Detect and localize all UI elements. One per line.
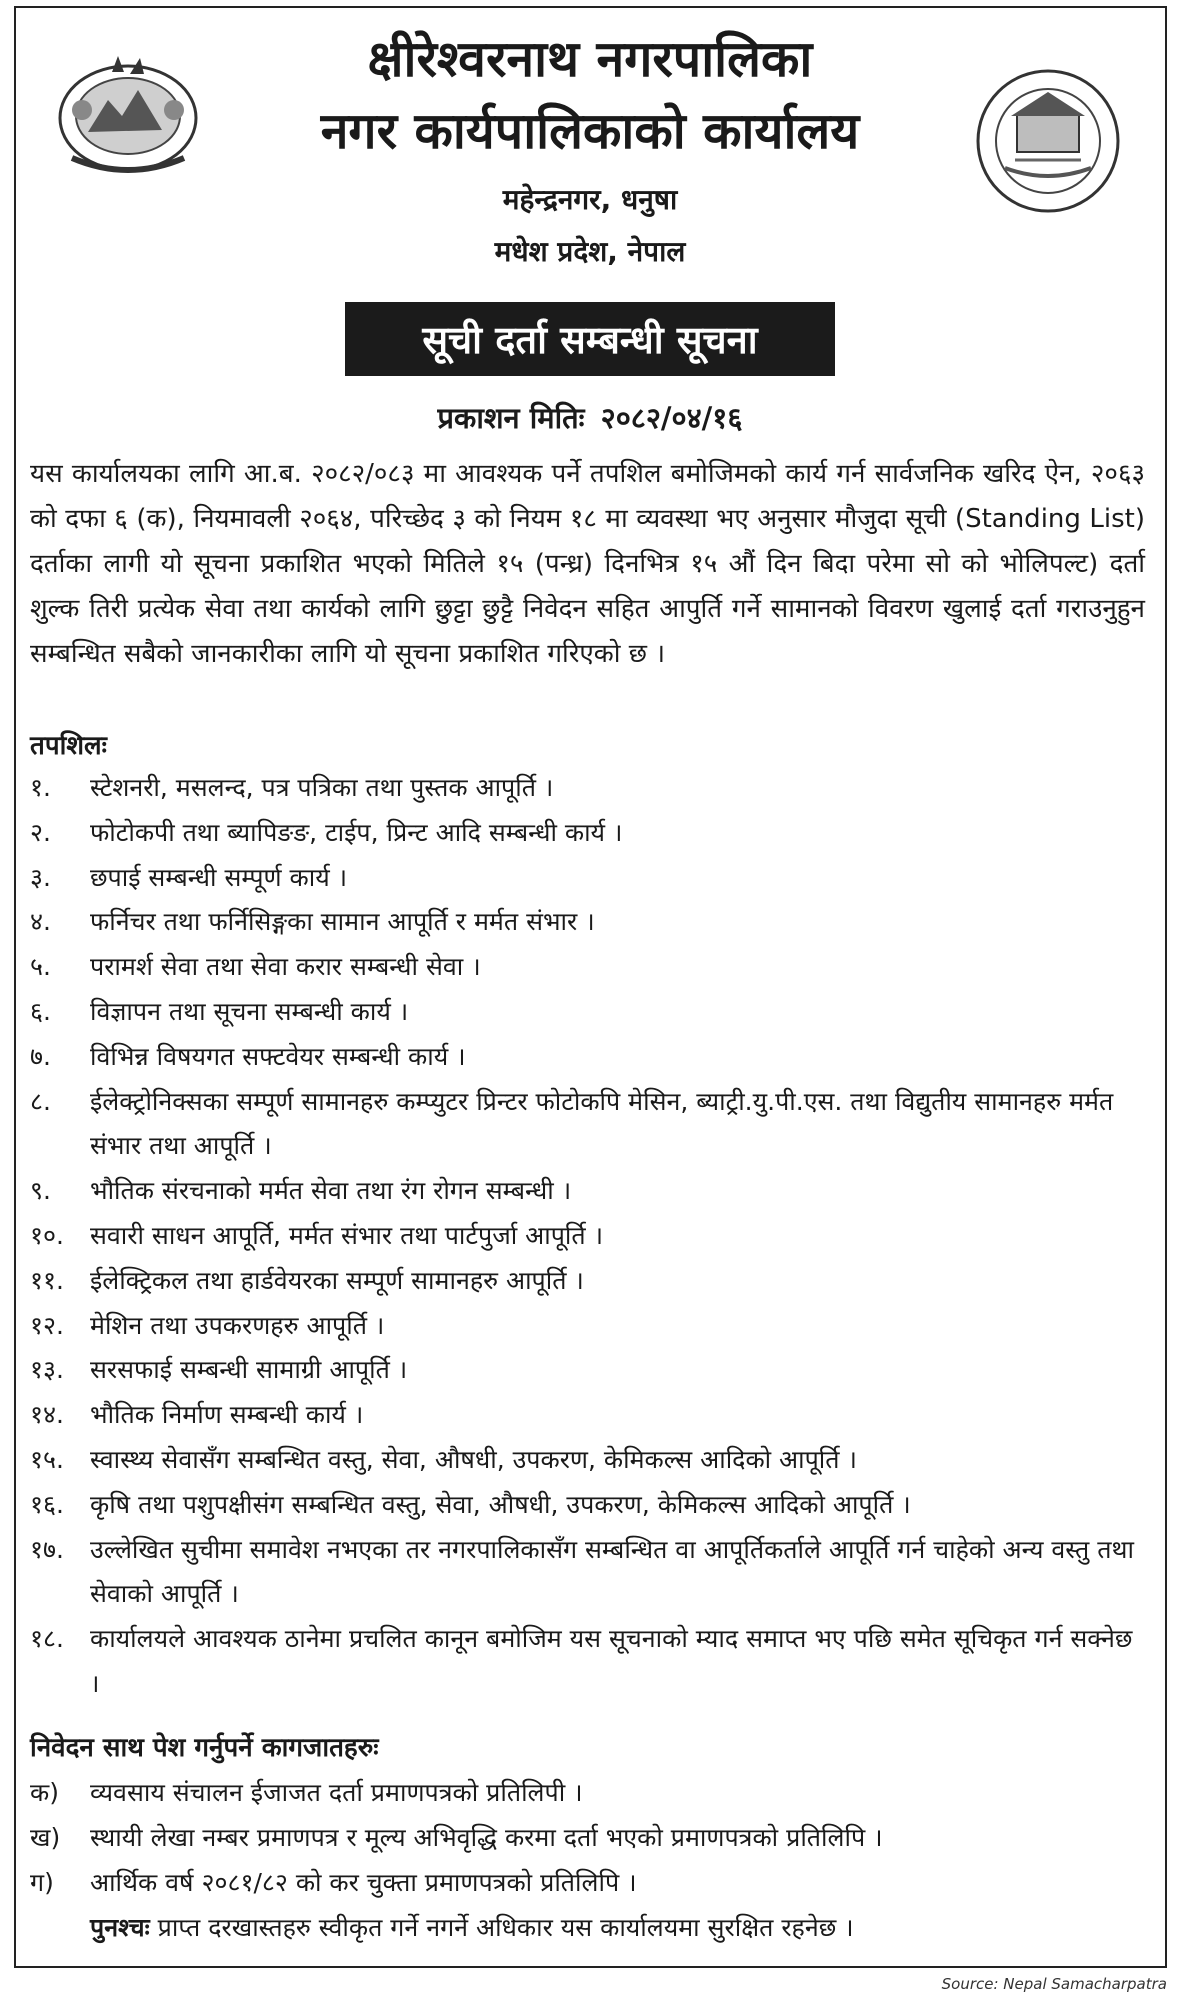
item-text: फर्निचर तथा फर्निसिङ्गका सामान आपूर्ति र मर्मत संभार । [90, 907, 595, 937]
item-number: १. [30, 773, 51, 802]
list-item [30, 1393, 1145, 1438]
item-number: ६. [30, 996, 51, 1026]
list-item [30, 1438, 1145, 1483]
office-province: मधेश प्रदेश, नेपाल [494, 235, 686, 268]
item-number: ८. [30, 1086, 51, 1116]
document-label: ख) [30, 1823, 61, 1852]
item-number: १४. [30, 1400, 64, 1430]
footnote-text: प्राप्त दरखास्तहरु स्वीकृत गर्ने नगर्ने अधिकार यस कार्यालयमा सुरक्षित रहनेछ । [157, 1913, 854, 1942]
list-item [30, 1348, 1145, 1393]
document-label: ग) [30, 1868, 54, 1897]
item-number: ११. [30, 1265, 64, 1295]
item-text: फोटोकपी तथा ब्यापिङङ, टाईप, प्रिन्ट आदि सम्बन्धी कार्य । [90, 817, 623, 847]
item-number: १५. [30, 1444, 64, 1474]
item-number: ३. [30, 862, 51, 892]
item-text: छपाई सम्बन्धी सम्पूर्ण कार्य । [90, 862, 348, 892]
document-item [30, 1815, 1145, 1860]
item-text: सवारी साधन आपूर्ति, मर्मत संभार तथा पार्टपुर्जा आपूर्ति । [90, 1220, 604, 1250]
item-number: ९. [30, 1176, 51, 1206]
office-name: नगर कार्यपालिकाको कार्यालय [320, 102, 860, 160]
document-item [30, 1770, 1145, 1815]
publication-date-label: प्रकाशन मितिः [437, 401, 585, 435]
intro-paragraph: यस कार्यालयका लागि आ.ब. २०८२/०८३ मा आवश्यक पर्ने तपशिल बमोजिमको कार्य गर्न सार्वजनिक खरिद ऐन, २०६३ को दफा ६ (क), नियमावली २०६४, परिच्छेद ३ को नियम १८ मा व्यवस्था भए अनुसार मौजुदा सूची (Standing List) दर्ताका लागी यो सूचना प्रकाशित भएको मितिले १५ (पन्ध्र) दिनभित्र १५ औं दिन बिदा परेमा सो को भोलिपल्ट) दर्ता शुल्क तिरी प्रत्येक सेवा तथा कार्यको लागि छुट्टा छुट्टै निवेदन सहित आपुर्ति गर्ने सामानको विवरण खुलाई दर्ता गराउनुहुन सम्बन्धित सबैको जानकारीका लागि यो सूचना प्रकाशित गरिएको छ । [30, 459, 1145, 669]
item-text: मेशिन तथा उपकरणहरु आपूर्ति । [90, 1310, 385, 1340]
item-text: उल्लेखित सुचीमा समावेश नभएका तर नगरपालिकासँग सम्बन्धित वा आपूर्तिकर्ताले आपूर्ति गर्न चाहेको अन्य वस्तु तथा सेवाको आपूर्ति । [90, 1534, 1134, 1609]
item-text: विभिन्न विषयगत सफ्टवेयर सम्बन्धी कार्य । [90, 1041, 466, 1071]
list-item [30, 1304, 1145, 1349]
details-list [30, 766, 1145, 1707]
item-number: १६. [30, 1489, 64, 1519]
documents-list [30, 1770, 1145, 1905]
municipality-seal [975, 68, 1121, 214]
item-number: १८. [30, 1624, 64, 1654]
list-item [30, 1214, 1145, 1259]
list-item [30, 1080, 1145, 1170]
list-item [30, 856, 1145, 901]
list-item [30, 811, 1145, 856]
item-text: ईलेक्ट्रोनिक्सका सम्पूर्ण सामानहरु कम्प्युटर प्रिन्टर फोटोकपि मेसिन, ब्याट्री.यु.पी.एस. तथा विद्युतीय सामानहरु मर्मत संभार तथा आपूर्ति । [90, 1086, 1114, 1161]
item-text: परामर्श सेवा तथा सेवा करार सम्बन्धी सेवा । [90, 952, 481, 982]
list-item [30, 1483, 1145, 1528]
list-item [30, 1035, 1145, 1080]
item-text: कृषि तथा पशुपक्षीसंग सम्बन्धित वस्तु, सेवा, औषधी, उपकरण, केमिकल्स आदिको आपूर्ति । [90, 1489, 911, 1519]
document-text: स्थायी लेखा नम्बर प्रमाणपत्र र मूल्य अभिवृद्धि करमा दर्ता भएको प्रमाणपत्रको प्रतिलिपि । [90, 1823, 883, 1852]
details-heading: तपशिलः [30, 731, 107, 761]
item-number: २. [30, 817, 51, 847]
list-item [30, 1169, 1145, 1214]
publication-date-value: २०८२/०४/१६ [600, 401, 743, 435]
item-text: स्टेशनरी, मसलन्द, पत्र पत्रिका तथा पुस्तक आपूर्ति । [90, 773, 554, 802]
footnote-label: पुनश्चः [90, 1913, 150, 1942]
document-label: क) [30, 1778, 59, 1807]
item-number: ४. [30, 907, 51, 937]
item-text: स्वास्थ्य सेवासँग सम्बन्धित वस्तु, सेवा, औषधी, उपकरण, केमिकल्स आदिको आपूर्ति । [90, 1444, 857, 1474]
list-item [30, 1259, 1145, 1304]
item-text: विज्ञापन तथा सूचना सम्बन्धी कार्य । [90, 996, 409, 1026]
item-number: १२. [30, 1310, 64, 1340]
list-item [30, 1617, 1145, 1707]
publication-date-line [300, 398, 880, 438]
item-text: ईलेक्ट्रिकल तथा हार्डवेयरका सम्पूर्ण सामानहरु आपूर्ति । [90, 1265, 584, 1295]
list-item [30, 1528, 1145, 1618]
list-item [30, 945, 1145, 990]
item-text: कार्यालयले आवश्यक ठानेमा प्रचलित कानून बमोजिम यस सूचनाको म्याद समाप्त भए पछि समेत सूचिकृत गर्न सक्नेछ । [90, 1624, 1133, 1698]
footnote [90, 1908, 854, 1948]
item-number: १७. [30, 1534, 64, 1564]
item-number: १०. [30, 1220, 64, 1250]
item-number: १३. [30, 1355, 64, 1385]
source-credit: Source: Nepal Samacharpatra [941, 1975, 1167, 1993]
office-location: महेन्द्रनगर, धनुषा [502, 183, 678, 216]
list-item [30, 900, 1145, 945]
municipality-name: क्षीरेश्वरनाथ नगरपालिका [367, 30, 813, 88]
item-text: सरसफाई सम्बन्धी सामाग्री आपूर्ति । [90, 1355, 408, 1385]
item-number: ७. [30, 1041, 51, 1071]
item-number: ५. [30, 952, 51, 982]
nepal-government-emblem [52, 50, 204, 176]
document-item [30, 1860, 1145, 1905]
documents-heading: निवेदन साथ पेश गर्नुपर्ने कागजातहरुः [30, 1733, 379, 1763]
list-item [30, 990, 1145, 1035]
document-text: आर्थिक वर्ष २०८१/८२ को कर चुक्ता प्रमाणपत्रको प्रतिलिपि । [90, 1868, 637, 1897]
document-text: व्यवसाय संचालन ईजाजत दर्ता प्रमाणपत्रको प्रतिलिपी । [90, 1778, 583, 1807]
item-text: भौतिक संरचनाको मर्मत सेवा तथा रंग रोगन सम्बन्धी । [90, 1176, 572, 1206]
list-item [30, 766, 1145, 811]
notice-title: सूची दर्ता सम्बन्धी सूचना [345, 302, 835, 376]
item-text: भौतिक निर्माण सम्बन्धी कार्य । [90, 1400, 364, 1430]
